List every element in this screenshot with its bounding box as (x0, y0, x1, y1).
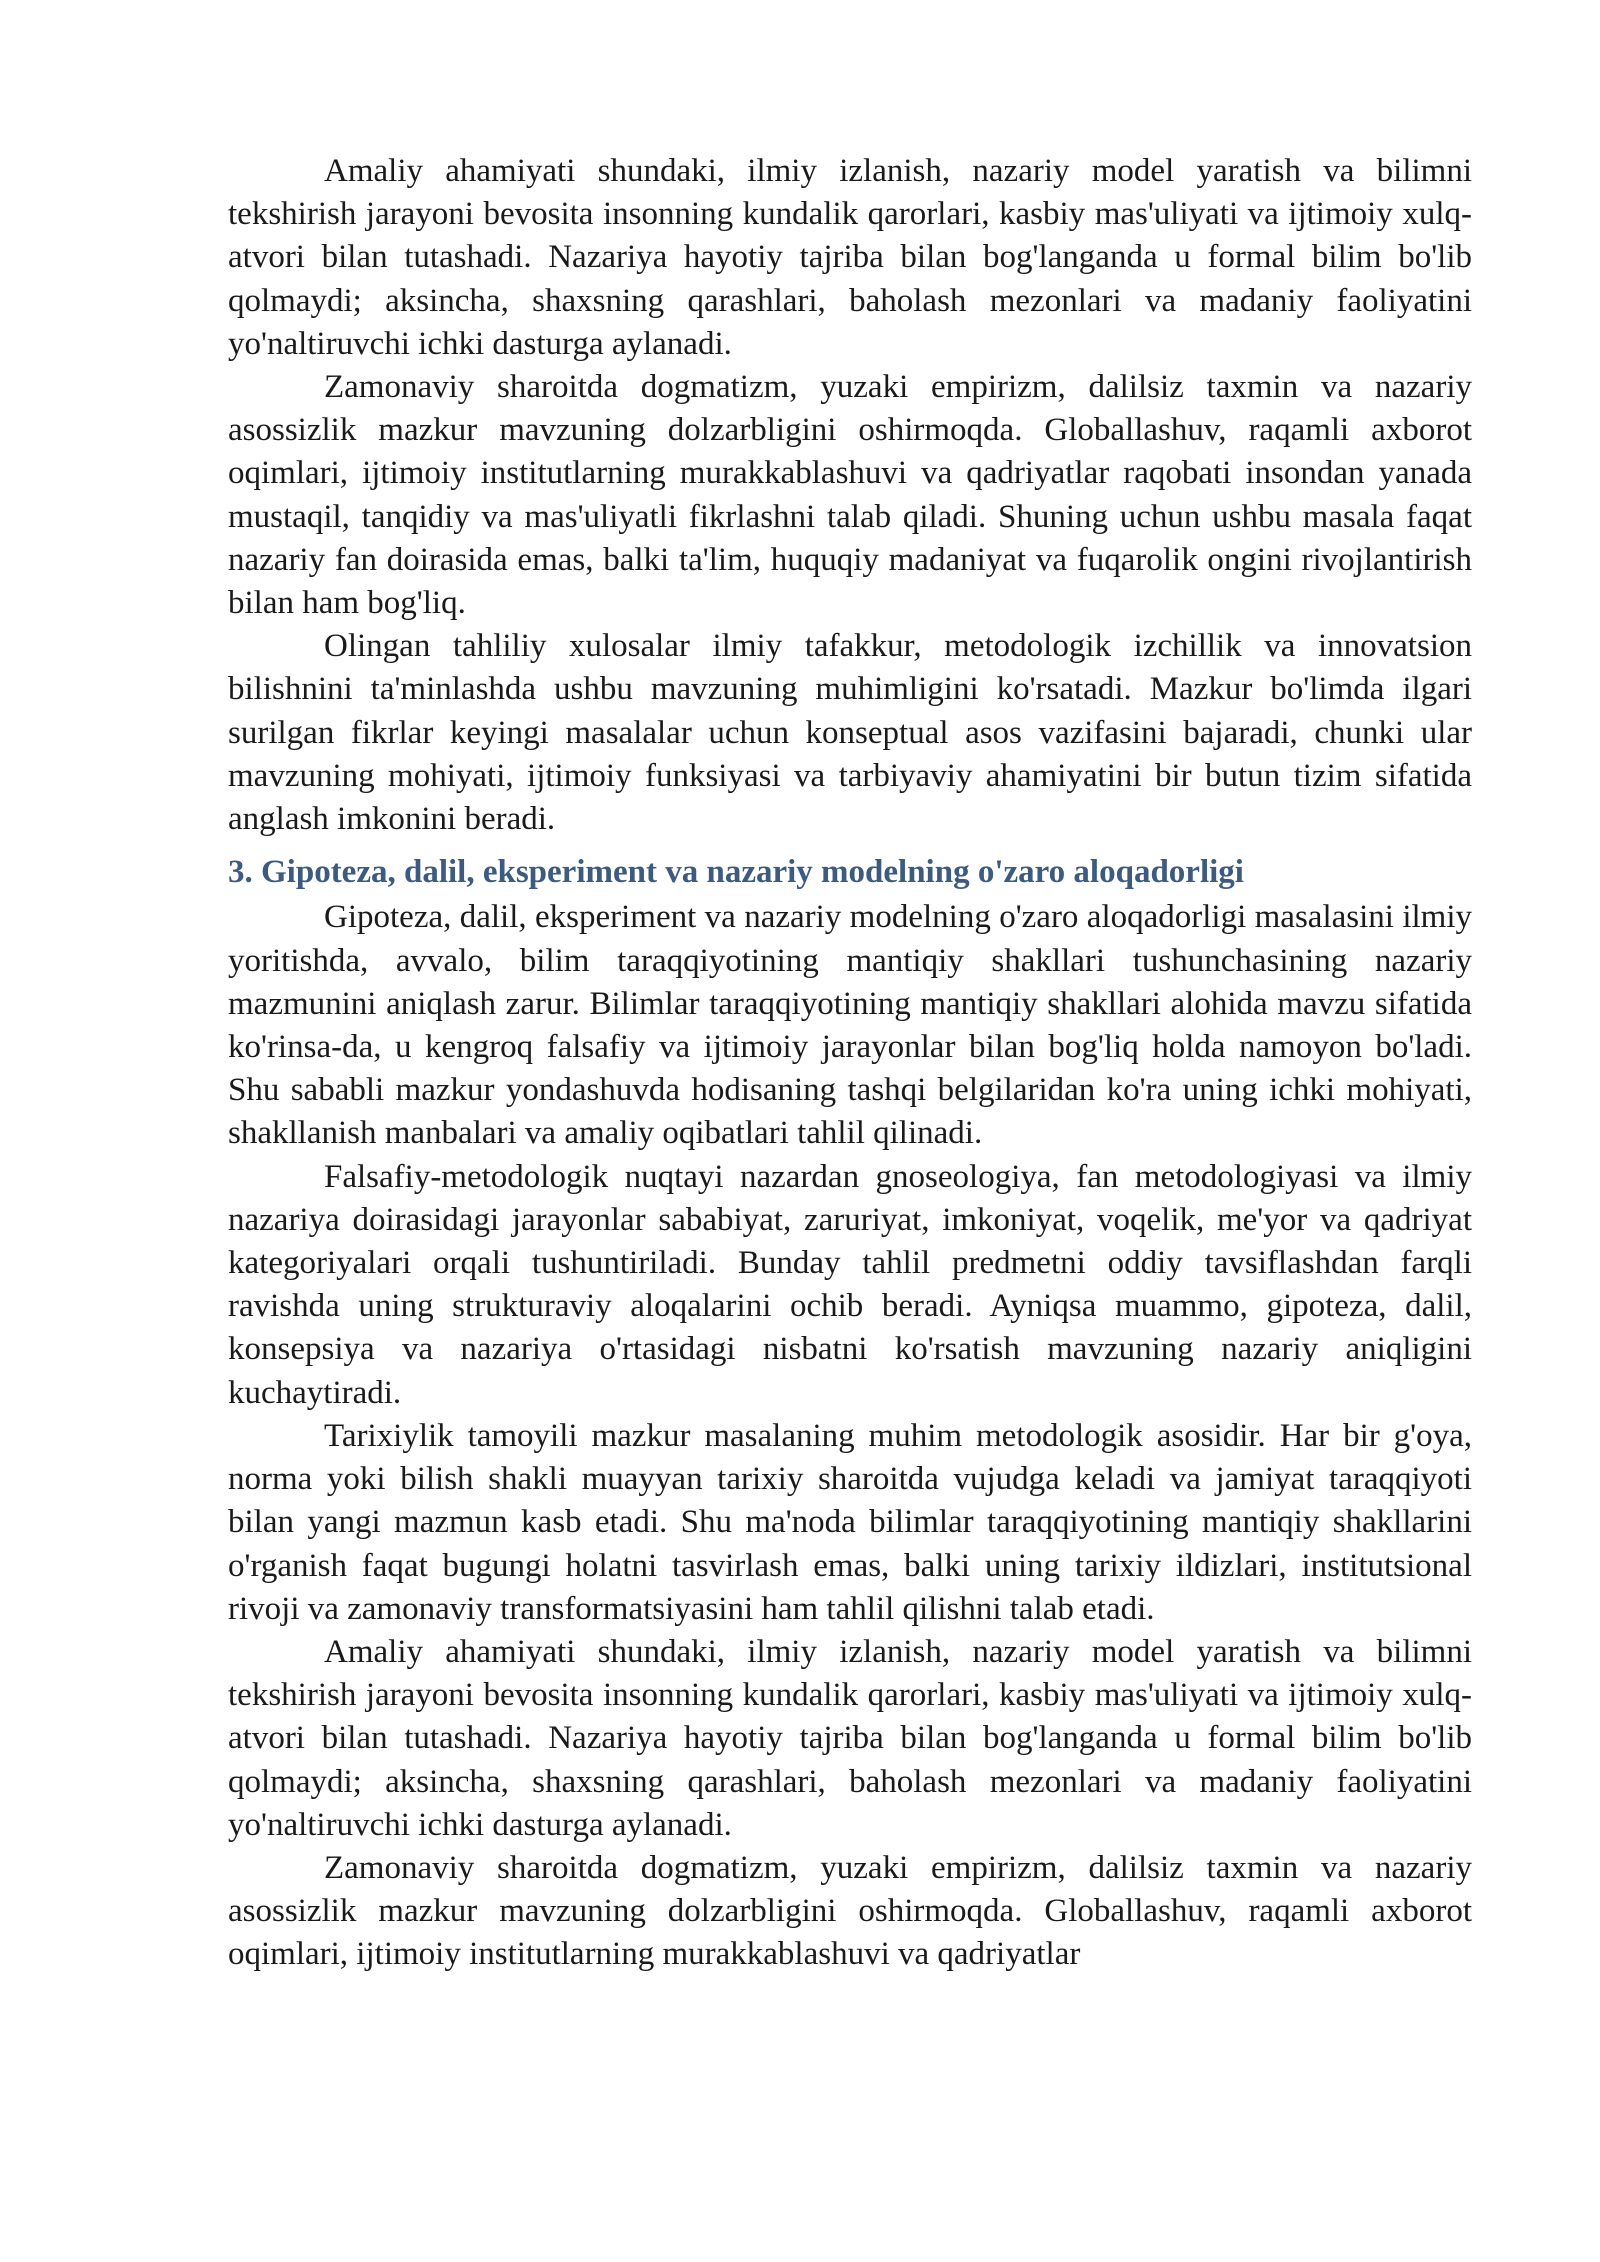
section-heading: 3. Gipoteza, dalil, eksperiment va nazariy modelning o'zaro aloqadorligi (228, 854, 1244, 891)
paragraph-philosophical-methodology: Falsafiy-metodologik nuqtayi nazardan gnoseologiya, fan metodologiyasi va ilmiy nazariya doirasidagi jarayonlar sababiyat, zaruriyat, imkoniyat, voqelik, me'yor va qadriyat kategoriyalari orqali tushuntiriladi. Bunday tahlil predmetni oddiy tavsiflashdan farqli ravishda uning strukturaviy aloqalarini ochib beradi. Ayniqsa muammo, gipoteza, dalil, konsepsiya va nazariya o'rtasidagi nisbatni ko'rsatish mavzuning nazariy aniqligini kuchaytiradi. (228, 1158, 1472, 1411)
paragraph-section-intro: Gipoteza, dalil, eksperiment va nazariy modelning o'zaro aloqadorligi masalasini ilmiy yoritishda, avvalo, bilim taraqqiyotining mantiqiy shakllari tushunchasining nazariy mazmunini aniqlash zarur. Bilimlar taraqqiyotining mantiqiy shakllari alohida mavzu sifatida ko'rinsa-da, u kengroq falsafiy va ijtimoiy jarayonlar bilan bog'liq holda namoyon bo'ladi. Shu sababli mazkur yondashuvda hodisaning tashqi belgilaridan ko'ra uning ichki mohiyati, shakllanish manbalari va amaliy oqibatlari tahlil qilinadi. (228, 899, 1472, 1152)
paragraph-modern-relevance: Zamonaviy sharoitda dogmatizm, yuzaki empirizm, dalilsiz taxmin va nazariy asossizlik mazkur mavzuning dolzarbligini oshirmoqda. Globallashuv, raqamli axborot oqimlari, ijtimoiy institutlarning murakkablashuvi va qadriyatlar raqobati insondan yanada mustaqil, tanqidiy va mas'uliyatli fikrlashni talab qiladi. Shuning uchun ushbu masala faqat nazariy fan doirasida emas, balki ta'lim, huquqiy madaniyat va fuqarolik ongini rivojlantirish bilan ham bog'liq. (228, 369, 1472, 622)
paragraph-historicity-principle: Tarixiylik tamoyili mazkur masalaning muhim metodologik asosidir. Har bir g'oya, norma yoki bilish shakli muayyan tarixiy sharoitda vujudga keladi va jamiyat taraqqiyoti bilan yangi mazmun kasb etadi. Shu ma'noda bilimlar taraqqiyotining mantiqiy shakllarini o'rganish faqat bugungi holatni tasvirlash emas, balki uning tarixiy ildizlari, institutsional rivoji va zamonaviy transformatsiyasini ham tahlil qilishni talab etadi. (228, 1417, 1472, 1627)
document-page (228, 150, 1472, 1977)
paragraph-modern-relevance-continued: Zamonaviy sharoitda dogmatizm, yuzaki empirizm, dalilsiz taxmin va nazariy asossizlik mazkur mavzuning dolzarbligini oshirmoqda. Globallashuv, raqamli axborot oqimlari, ijtimoiy institutlarning murakkablashuvi va qadriyatlar (228, 1849, 1472, 1973)
paragraph-analytical-conclusions: Olingan tahliliy xulosalar ilmiy tafakkur, metodologik izchillik va innovatsion bilishnini ta'minlashda ushbu mavzuning muhimligini ko'rsatadi. Mazkur bo'limda ilgari surilgan fikrlar keyingi masalalar uchun konseptual asos vazifasini bajaradi, chunki ular mavzuning mohiyati, ijtimoiy funksiyasi va tarbiyaviy ahamiyatini bir butun tizim sifatida anglash imkonini beradi. (228, 628, 1472, 838)
paragraph-practical-significance: Amaliy ahamiyati shundaki, ilmiy izlanish, nazariy model yaratish va bilimni tekshirish jarayoni bevosita insonning kundalik qarorlari, kasbiy mas'uliyati va ijtimoiy xulq-atvori bilan tutashadi. Nazariya hayotiy tajriba bilan bog'langanda u formal bilim bo'lib qolmaydi; aksincha, shaxsning qarashlari, baholash mezonlari va madaniy faoliyatini yo'naltiruvchi ichki dasturga aylanadi. (228, 153, 1472, 362)
paragraph-practical-significance-repeat: Amaliy ahamiyati shundaki, ilmiy izlanish, nazariy model yaratish va bilimni tekshirish jarayoni bevosita insonning kundalik qarorlari, kasbiy mas'uliyati va ijtimoiy xulq-atvori bilan tutashadi. Nazariya hayotiy tajriba bilan bog'langanda u formal bilim bo'lib qolmaydi; aksincha, shaxsning qarashlari, baholash mezonlari va madaniy faoliyatini yo'naltiruvchi ichki dasturga aylanadi. (228, 1633, 1472, 1843)
